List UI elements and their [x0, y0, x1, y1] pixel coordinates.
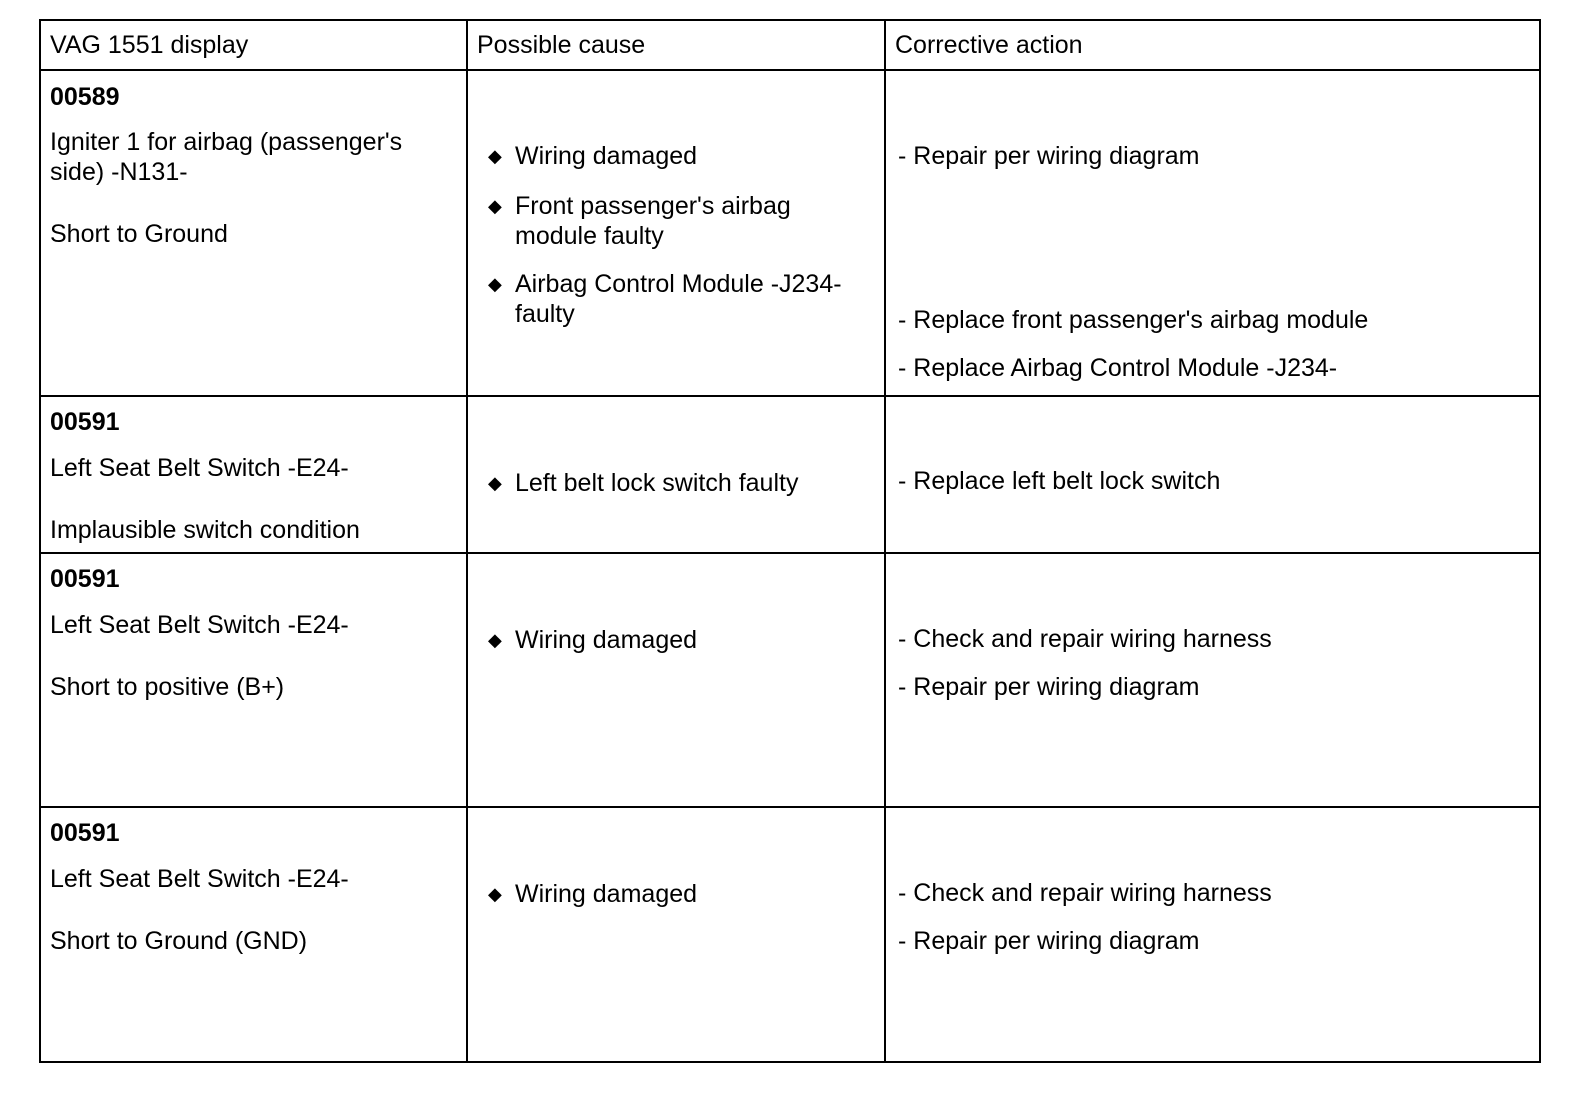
- action-item: - Check and repair wiring harness: [898, 625, 1272, 653]
- action-cell: [885, 70, 1540, 396]
- fault-code: 00591: [50, 408, 120, 436]
- diamond-bullet-icon: ◆: [488, 884, 502, 904]
- action-cell: [885, 807, 1540, 1062]
- action-item: - Replace left belt lock switch: [898, 467, 1221, 495]
- table-header-row: [40, 20, 1540, 70]
- action-cell: [885, 396, 1540, 553]
- action-item: - Repair per wiring diagram: [898, 673, 1200, 701]
- display-line: side) -N131-: [50, 158, 188, 186]
- display-cell: [40, 70, 467, 396]
- fault-code: 00589: [50, 83, 120, 111]
- display-line: Left Seat Belt Switch -E24-: [50, 611, 349, 639]
- display-line: Short to Ground: [50, 220, 228, 248]
- cause-cell: ◆ Wiring damaged ◆ Front passenger's airbag module faulty ◆ Airbag Control Module -J234- faulty: [467, 70, 885, 396]
- display-line: Short to positive (B+): [50, 673, 285, 701]
- cause-cell: ◆ Wiring damaged: [467, 553, 885, 807]
- diamond-bullet-icon: ◆: [488, 196, 502, 216]
- diamond-bullet-icon: ◆: [488, 146, 502, 166]
- fault-code: 00591: [50, 565, 120, 593]
- diagnostic-table: [39, 19, 1541, 1063]
- table-row: [40, 553, 1540, 807]
- action-item: - Replace Airbag Control Module -J234-: [898, 354, 1338, 382]
- action-item: - Repair per wiring diagram: [898, 927, 1200, 955]
- display-line: Left Seat Belt Switch -E24-: [50, 454, 349, 482]
- fault-code: 00591: [50, 819, 120, 847]
- action-cell: [885, 553, 1540, 807]
- action-item: - Check and repair wiring harness: [898, 879, 1272, 907]
- diamond-bullet-icon: ◆: [488, 473, 502, 493]
- table-row: [40, 396, 1540, 553]
- table-row: [40, 807, 1540, 1062]
- header-corrective-action: Corrective action: [885, 20, 1540, 70]
- cause-cell: ◆ Wiring damaged: [467, 807, 885, 1062]
- header-possible-cause: Possible cause: [467, 20, 885, 70]
- display-cell: [40, 396, 467, 553]
- cause-cell: ◆ Left belt lock switch faulty: [467, 396, 885, 553]
- action-item: - Replace front passenger's airbag module: [898, 306, 1369, 334]
- display-line: Implausible switch condition: [50, 516, 360, 544]
- display-line: Short to Ground (GND): [50, 927, 308, 955]
- action-item: - Repair per wiring diagram: [898, 142, 1200, 170]
- diamond-bullet-icon: ◆: [488, 274, 502, 294]
- header-vag-display: VAG 1551 display: [40, 20, 467, 70]
- display-line: Left Seat Belt Switch -E24-: [50, 865, 349, 893]
- display-cell: [40, 553, 467, 807]
- diamond-bullet-icon: ◆: [488, 630, 502, 650]
- display-line: Igniter 1 for airbag (passenger's: [50, 128, 403, 156]
- display-cell: [40, 807, 467, 1062]
- table-row: [40, 70, 1540, 396]
